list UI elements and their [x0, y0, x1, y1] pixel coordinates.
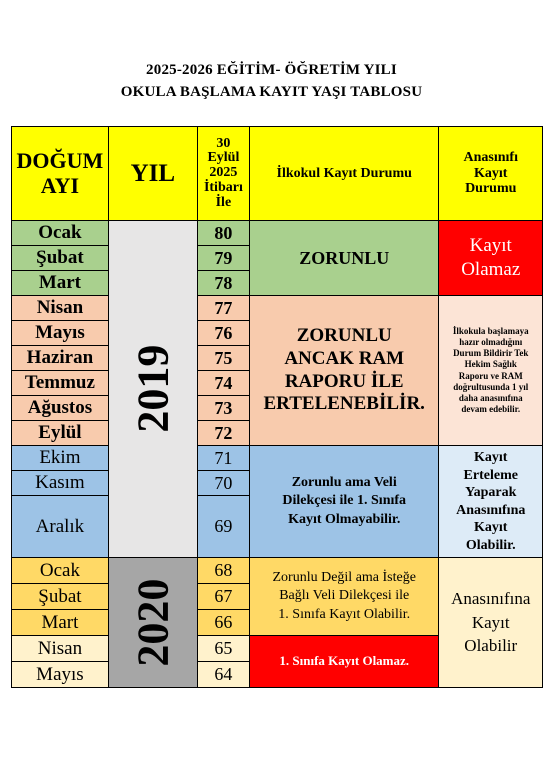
status-ram-line1: ZORUNLU	[296, 324, 392, 346]
kg-defer-line1: Kayıt	[474, 450, 508, 465]
age-cell: 73	[197, 396, 249, 421]
header-birth-month-line2: AYI	[40, 172, 80, 198]
age-cell: 78	[197, 271, 249, 296]
age-cell: 80	[197, 221, 249, 246]
age-cell: 74	[197, 371, 249, 396]
table-row	[12, 296, 543, 321]
table-row	[12, 558, 543, 584]
kg-can-line3: Olabilir	[464, 636, 518, 656]
header-year: YIL	[108, 127, 197, 221]
status-ram-line3: RAPORU İLE	[284, 370, 404, 392]
kg-status-defer	[439, 446, 543, 558]
kg-report-line1: İlkokula başlamaya	[452, 325, 529, 336]
age-cell: 72	[197, 421, 249, 446]
header-kindergarten-status	[439, 127, 543, 221]
header-age-line4: İtibarı	[203, 179, 243, 195]
header-kg-line1: Anasınıfı	[463, 149, 518, 165]
header-primary-status: İlkokul Kayıt Durumu	[249, 127, 439, 221]
kg-defer-line4: Anasınıfına	[456, 502, 526, 518]
kg-status-cannot	[439, 221, 543, 296]
month-cell: Şubat	[12, 584, 109, 610]
kg-report-line4: Hekim Sağlık	[464, 359, 517, 370]
kg-defer-line6: Olabilir.	[465, 537, 516, 553]
month-cell: Ocak	[12, 558, 109, 584]
kg-report-line2: hazır olmadığını	[459, 336, 523, 347]
age-cell: 67	[197, 584, 249, 610]
year-cell-2020	[108, 558, 197, 688]
month-cell: Aralık	[12, 496, 109, 558]
age-cell: 70	[197, 471, 249, 496]
age-cell: 71	[197, 446, 249, 471]
title-line-2: OKULA BAŞLAMA KAYIT YAŞI TABLOSU	[120, 84, 423, 100]
status-petition-line1: Zorunlu ama Veli	[291, 475, 397, 491]
header-birth-month-line1: DOĞUM	[16, 147, 104, 173]
age-cell: 65	[197, 636, 249, 662]
month-cell: Nisan	[12, 636, 109, 662]
status-ram-line4: ERTELENEBİLİR.	[263, 393, 425, 415]
month-cell: Temmuz	[12, 371, 109, 396]
month-cell: Eylül	[12, 421, 109, 446]
header-age-line5: İle	[215, 194, 232, 210]
month-cell: Haziran	[12, 346, 109, 371]
kg-status-can	[439, 558, 543, 688]
kg-report-line3: Durum Bildirir Tek	[453, 348, 529, 358]
kg-can-line1: Anasınıfına	[451, 588, 531, 608]
kg-defer-line5: Kayıt	[474, 520, 508, 535]
header-age-line1: 30	[216, 135, 231, 151]
status-not-allowed: 1. Sınıfa Kayıt Olamaz.	[249, 636, 439, 688]
kg-report-line6: doğrultusunda 1 yıl	[453, 381, 529, 392]
header-row	[12, 127, 543, 221]
kg-report-line7: daha anasınıfına	[458, 393, 523, 403]
month-cell: Şubat	[12, 246, 109, 271]
month-cell: Mart	[12, 610, 109, 636]
kg-status-report	[439, 296, 543, 446]
year-cell-2019	[108, 221, 197, 558]
status-ram-report	[249, 296, 439, 446]
status-ram-line2: ANCAK RAM	[284, 347, 405, 369]
kg-cannot-line2: Olamaz	[461, 259, 521, 280]
table-row	[12, 221, 543, 246]
registration-age-table	[11, 126, 543, 688]
kg-can-line2: Kayıt	[471, 612, 510, 632]
age-cell: 68	[197, 558, 249, 584]
year-2019-label: 2019	[128, 344, 178, 433]
status-optional-line3: 1. Sınıfa Kayıt Olabilir.	[278, 606, 411, 622]
age-cell: 77	[197, 296, 249, 321]
month-cell: Ekim	[12, 446, 109, 471]
month-cell: Mayıs	[12, 662, 109, 688]
age-cell: 75	[197, 346, 249, 371]
header-kg-line2: Kayıt	[474, 165, 508, 181]
kg-report-line5: Raporu ve RAM	[458, 370, 523, 381]
status-petition	[249, 446, 439, 558]
age-cell: 76	[197, 321, 249, 346]
status-petition-line2: Dilekçesi ile 1. Sınıfa	[282, 493, 407, 509]
kg-defer-line3: Yaparak	[465, 485, 517, 500]
age-cell: 66	[197, 610, 249, 636]
status-optional	[249, 558, 439, 636]
month-cell: Mart	[12, 271, 109, 296]
age-cell: 64	[197, 662, 249, 688]
month-cell: Ocak	[12, 221, 109, 246]
header-age-line3: 2025	[209, 165, 238, 181]
header-age	[197, 127, 249, 221]
age-cell: 79	[197, 246, 249, 271]
table-row	[12, 446, 543, 471]
status-mandatory: ZORUNLU	[249, 221, 439, 296]
status-petition-line3: Kayıt Olmayabilir.	[288, 511, 401, 527]
title-line-1: 2025-2026 EĞİTİM- ÖĞRETİM YILI	[146, 62, 397, 78]
header-age-line2: Eylül	[207, 150, 240, 166]
month-cell: Mayıs	[12, 321, 109, 346]
status-optional-line1: Zorunlu Değil ama İsteğe	[272, 570, 416, 586]
month-cell: Ağustos	[12, 396, 109, 421]
header-kg-line3: Durumu	[465, 181, 517, 197]
status-optional-line2: Bağlı Veli Dilekçesi ile	[279, 588, 410, 604]
month-cell: Nisan	[12, 296, 109, 321]
kg-cannot-line1: Kayıt	[469, 235, 512, 257]
year-2020-label: 2020	[128, 578, 178, 667]
kg-report-line8: devam edebilir.	[461, 404, 521, 415]
age-cell: 69	[197, 496, 249, 558]
kg-defer-line2: Erteleme	[463, 467, 518, 483]
header-birth-month	[12, 127, 109, 221]
month-cell: Kasım	[12, 471, 109, 496]
